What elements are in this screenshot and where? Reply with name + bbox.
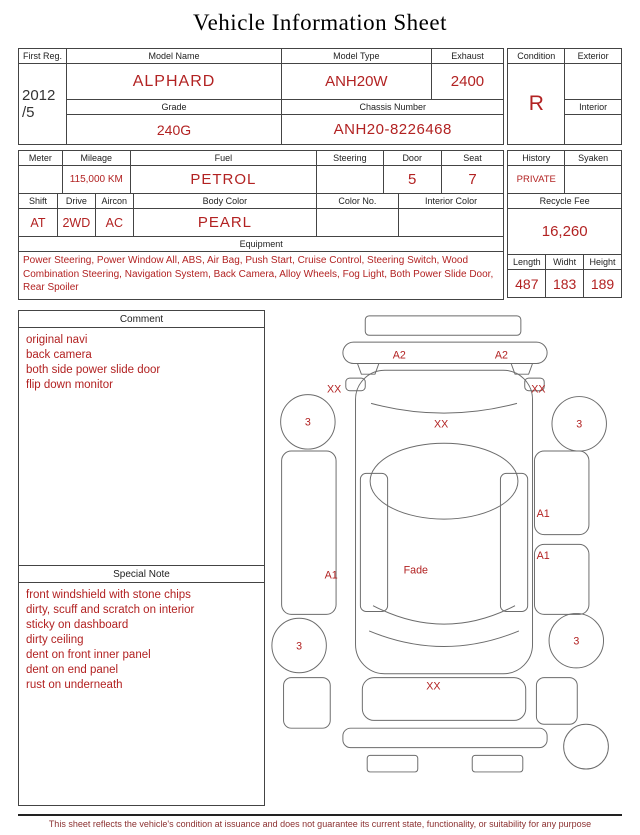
car-condition-diagram	[268, 310, 622, 808]
seat-value: 7	[441, 166, 504, 194]
footer-divider	[18, 814, 622, 829]
body-color-label: Body Color	[133, 194, 316, 209]
first-reg-month: /5	[22, 104, 35, 121]
fuel-label: Fuel	[130, 151, 316, 166]
rear-notch-left	[357, 363, 378, 374]
condition-label: Condition	[508, 49, 565, 64]
exhaust-label: Exhaust	[431, 49, 504, 64]
mark-xx-front-bumper: XX	[426, 680, 441, 693]
comment-box	[18, 310, 265, 566]
history-dimensions-table	[507, 150, 622, 298]
mark-3-wheel-rear-right: 3	[573, 635, 580, 648]
meter-label: Meter	[19, 151, 63, 166]
comment-item: flip down monitor	[26, 379, 113, 391]
comment-body	[19, 328, 264, 398]
mark-xx-mirror-right: XX	[531, 383, 546, 396]
interior-color-label: Interior Color	[398, 194, 504, 209]
special-note-title: Special Note	[19, 566, 264, 583]
car-body-outline	[356, 370, 533, 673]
steering-label: Steering	[317, 151, 384, 166]
spare-tire-shape	[564, 724, 609, 769]
condition-table	[507, 48, 622, 145]
top-table-row	[18, 48, 622, 145]
special-note-item: front windshield with stone chips	[26, 589, 191, 601]
mark-a1-right-lower: A1	[536, 549, 550, 562]
fuel-value: PETROL	[130, 166, 316, 194]
interior-color-value	[398, 209, 504, 237]
model-type-label: Model Type	[282, 49, 431, 64]
shift-value: AT	[19, 209, 58, 237]
front-bumper-shape	[362, 678, 525, 721]
right-quarter-panel-shape	[536, 678, 577, 725]
syaken-label: Syaken	[565, 151, 622, 166]
vehicle-identity-table	[18, 48, 504, 145]
model-name-value: ALPHARD	[66, 64, 281, 100]
door-label: Door	[383, 151, 441, 166]
mark-3-wheel-front-left: 3	[304, 416, 311, 429]
height-label: Height	[584, 255, 622, 270]
spec-table-row	[18, 150, 622, 300]
left-rear-panel-shape	[284, 678, 331, 729]
syaken-value	[565, 166, 622, 194]
mark-xx-rear-glass: XX	[433, 418, 449, 431]
spec-table-a	[18, 150, 504, 194]
door-value: 5	[383, 166, 441, 194]
exhaust-value: 2400	[431, 64, 504, 100]
page-title: Vehicle Information Sheet	[193, 10, 447, 35]
special-note-item: rust on underneath	[26, 679, 123, 691]
seat-label: Seat	[441, 151, 504, 166]
rear-glass-line	[371, 403, 517, 413]
meter-value	[19, 166, 63, 194]
color-no-label: Color No.	[317, 194, 399, 209]
length-value: 487	[508, 270, 546, 298]
comment-item: back camera	[26, 349, 92, 361]
mark-a2-rear-left: A2	[392, 349, 406, 362]
first-reg-year: 2012	[22, 86, 56, 104]
interior-label: Interior	[565, 100, 622, 115]
mark-a2-rear-right: A2	[494, 349, 508, 362]
mark-3-wheel-rear-left: 3	[296, 640, 303, 653]
right-front-panel-shape	[534, 451, 588, 535]
chassis-number-value: ANH20-8226468	[282, 115, 504, 145]
equipment-value: Power Steering, Power Window All, ABS, Air Bag, Push Start, Cruise Control, Steering Switch, Wood Combination Steering, Navigation System, Back Camera, Alloy Wheels, Fog Light, Both Power Slide Door, Rear Spoiler	[19, 252, 504, 300]
length-label: Length	[508, 255, 546, 270]
chassis-number-label: Chassis Number	[282, 100, 504, 115]
mark-a1-right-upper: A1	[536, 508, 550, 521]
aircon-label: Aircon	[95, 194, 133, 209]
color-no-value	[317, 209, 399, 237]
grade-label: Grade	[66, 100, 281, 115]
special-note-item: dirty, scuff and scratch on interior	[26, 604, 195, 616]
special-note-item: sticky on dashboard	[26, 619, 129, 631]
spec-table-b	[18, 193, 504, 237]
special-note-body	[19, 583, 264, 698]
mirror-left-shape	[346, 378, 365, 391]
roof-panel-shape	[370, 443, 518, 519]
mileage-value: 115,000 KM	[62, 166, 130, 194]
footer-disclaimer: This sheet reflects the vehicle's condition at issuance and does not guarantee its current state, functionality, or suitability for any purpose	[48, 819, 592, 829]
headlight-left-shape	[367, 755, 418, 772]
front-lower-bar-shape	[343, 728, 547, 747]
recycle-fee-label: Recycle Fee	[508, 194, 622, 209]
comment-item: original navi	[26, 334, 88, 346]
special-note-item: dent on front inner panel	[26, 649, 151, 661]
first-reg-label: First Reg.	[19, 49, 67, 64]
bottom-section	[18, 310, 622, 808]
model-type-value: ANH20W	[282, 64, 431, 100]
width-value: 183	[546, 270, 584, 298]
aircon-value: AC	[95, 209, 133, 237]
drive-value: 2WD	[57, 209, 95, 237]
left-side-panel-shape	[282, 451, 336, 614]
special-note-box	[18, 565, 265, 806]
hood-line	[369, 631, 519, 647]
mark-3-wheel-front-right: 3	[576, 418, 583, 431]
windshield-line	[373, 606, 515, 624]
history-value: PRIVATE	[508, 166, 565, 194]
height-value: 189	[584, 270, 622, 298]
drive-label: Drive	[57, 194, 95, 209]
comment-title: Comment	[19, 311, 264, 328]
equipment-label: Equipment	[19, 237, 504, 252]
exterior-label: Exterior	[565, 49, 622, 64]
steering-value	[317, 166, 384, 194]
special-note-item: dent on end panel	[26, 664, 119, 676]
car-diagram-svg	[268, 310, 622, 808]
headlight-right-shape	[472, 755, 523, 772]
rear-bumper-shape	[343, 342, 547, 363]
comment-item: both side power slide door	[26, 364, 161, 376]
special-note-item: dirty ceiling	[26, 634, 84, 646]
shift-label: Shift	[19, 194, 58, 209]
model-name-label: Model Name	[66, 49, 281, 64]
spec-left-block	[18, 150, 504, 300]
first-reg-value	[19, 64, 67, 145]
mark-a1-left-door: A1	[324, 569, 338, 582]
grade-value: 240G	[66, 115, 281, 145]
condition-value: R	[508, 64, 565, 145]
mileage-label: Mileage	[62, 151, 130, 166]
history-label: History	[508, 151, 565, 166]
exterior-value	[565, 64, 622, 100]
mark-fade-roof: Fade	[403, 564, 429, 577]
roof-spoiler-shape	[365, 316, 521, 335]
body-color-value: PEARL	[133, 209, 316, 237]
mark-xx-mirror-left: XX	[326, 383, 342, 396]
width-label: Widht	[546, 255, 584, 270]
recycle-fee-value: 16,260	[508, 209, 622, 255]
interior-value	[565, 115, 622, 145]
equipment-table	[18, 236, 504, 300]
notes-column	[18, 310, 265, 808]
